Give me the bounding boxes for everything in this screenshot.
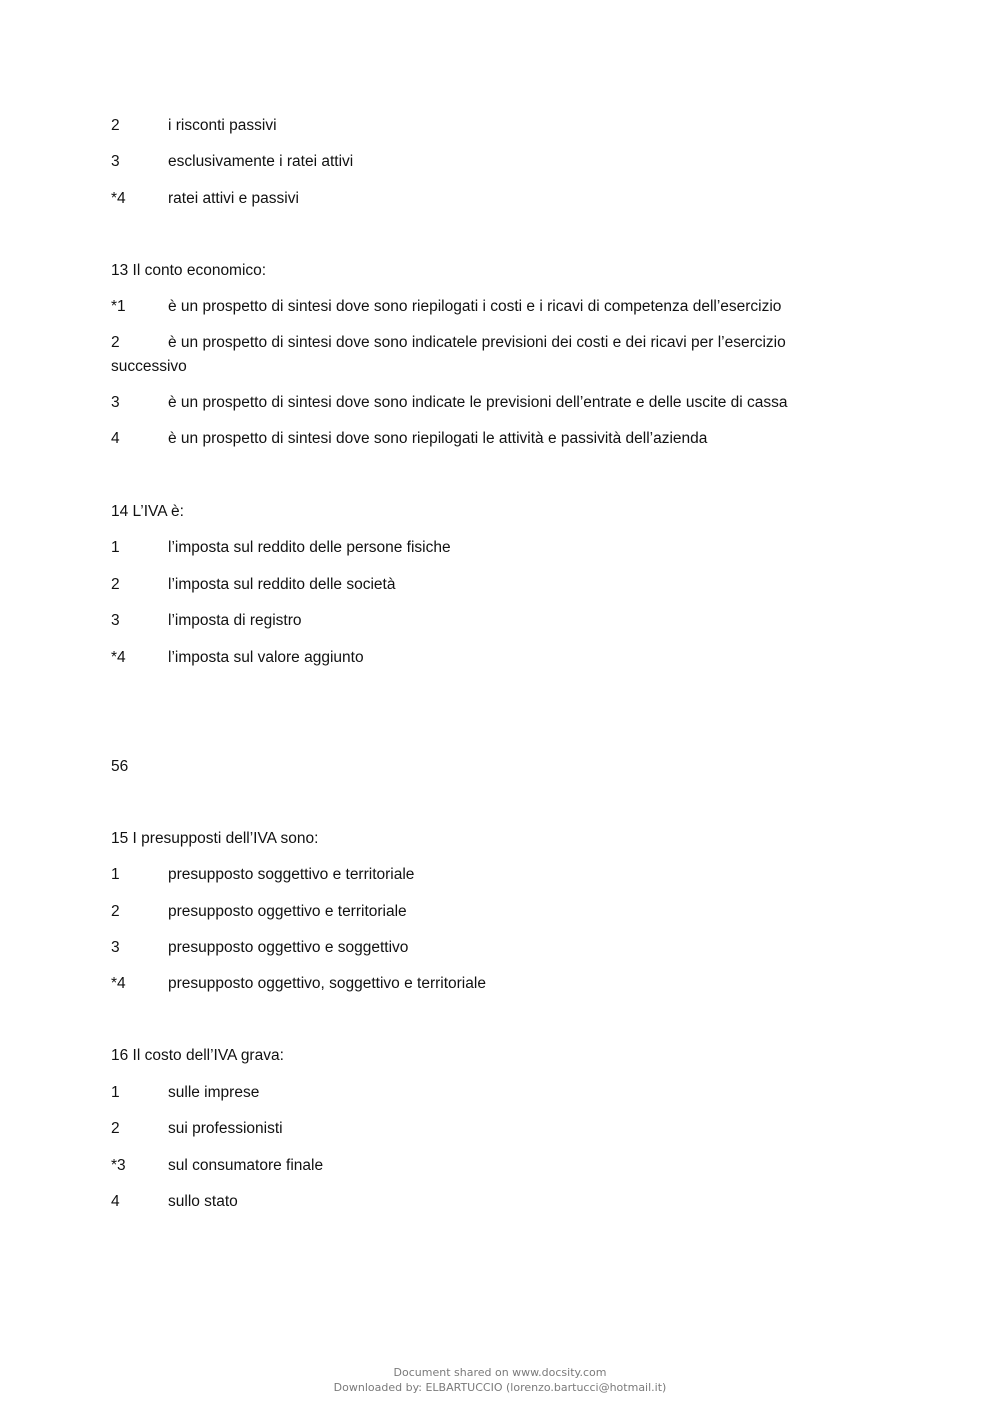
option-number: *4 bbox=[111, 649, 126, 666]
option-text: ratei attivi e passivi bbox=[168, 190, 299, 207]
answer-option-correct bbox=[111, 187, 299, 211]
answer-option bbox=[111, 1190, 238, 1214]
answer-option bbox=[111, 936, 408, 960]
option-number: 4 bbox=[111, 430, 120, 447]
answer-option bbox=[111, 863, 414, 887]
option-number: 1 bbox=[111, 866, 120, 883]
option-text: l’imposta sul reddito delle società bbox=[168, 576, 396, 593]
answer-option-correct bbox=[111, 295, 781, 319]
option-number: 3 bbox=[111, 394, 120, 411]
option-number: 1 bbox=[111, 539, 120, 556]
answer-option-correct bbox=[111, 646, 364, 670]
option-number: *1 bbox=[111, 298, 126, 315]
answer-option bbox=[111, 1081, 259, 1105]
option-number: 2 bbox=[111, 903, 120, 920]
option-text: sulle imprese bbox=[168, 1084, 260, 1101]
option-text: sullo stato bbox=[168, 1193, 238, 1210]
option-text: presupposto soggettivo e territoriale bbox=[168, 866, 415, 883]
answer-option bbox=[111, 900, 407, 924]
option-number: *3 bbox=[111, 1157, 126, 1174]
answer-option bbox=[111, 150, 353, 174]
option-text: presupposto oggettivo, soggettivo e territoriale bbox=[168, 975, 486, 992]
question-title: 16 Il costo dell’IVA grava: bbox=[111, 1047, 284, 1064]
question-title: 15 I presupposti dell’IVA sono: bbox=[111, 830, 319, 847]
option-text: sul consumatore finale bbox=[168, 1157, 324, 1174]
answer-option-correct bbox=[111, 972, 486, 996]
answer-option bbox=[111, 1117, 283, 1141]
option-number: 2 bbox=[111, 117, 120, 134]
option-number: 2 bbox=[111, 576, 120, 593]
answer-option bbox=[111, 427, 707, 451]
answer-option-correct bbox=[111, 1154, 323, 1178]
option-number: *4 bbox=[111, 190, 126, 207]
question-title: 14 L’IVA è: bbox=[111, 503, 184, 520]
option-number: 4 bbox=[111, 1193, 120, 1210]
answer-option bbox=[111, 609, 302, 633]
option-text: l’imposta di registro bbox=[168, 612, 302, 629]
footer-download-notice: Downloaded by: ELBARTUCCIO (lorenzo.bartucci@hotmail.it) bbox=[333, 1381, 667, 1394]
option-text: è un prospetto di sintesi dove sono indicatele previsioni dei costi e dei ricavi per l’esercizio bbox=[168, 334, 786, 351]
answer-option bbox=[111, 114, 277, 138]
question-title: 13 Il conto economico: bbox=[111, 262, 267, 279]
option-number: 2 bbox=[111, 1120, 120, 1137]
option-number: 3 bbox=[111, 939, 120, 956]
option-number: 2 bbox=[111, 334, 120, 351]
option-text: è un prospetto di sintesi dove sono riepilogati le attività e passività dell’azienda bbox=[168, 430, 708, 447]
option-number: *4 bbox=[111, 975, 126, 992]
option-text: l’imposta sul reddito delle persone fisiche bbox=[168, 539, 451, 556]
answer-option bbox=[111, 536, 451, 560]
answer-option bbox=[111, 573, 395, 597]
option-text: esclusivamente i ratei attivi bbox=[168, 153, 354, 170]
option-number: 3 bbox=[111, 153, 120, 170]
footer-shared-notice: Document shared on www.docsity.com bbox=[393, 1366, 607, 1379]
option-text: è un prospetto di sintesi dove sono riepilogati i costi e i ricavi di competenza dell’esercizio bbox=[168, 298, 782, 315]
option-text: presupposto oggettivo e territoriale bbox=[168, 903, 407, 920]
option-text-continuation: successivo bbox=[111, 358, 187, 375]
option-number: 3 bbox=[111, 612, 120, 629]
answer-option bbox=[111, 391, 788, 415]
option-number: 1 bbox=[111, 1084, 120, 1101]
option-text: l’imposta sul valore aggiunto bbox=[168, 649, 364, 666]
option-text: i risconti passivi bbox=[168, 117, 277, 134]
option-text: è un prospetto di sintesi dove sono indicate le previsioni dell’entrate e delle uscite di cassa bbox=[168, 394, 788, 411]
page-number: 56 bbox=[111, 758, 129, 775]
answer-option bbox=[111, 331, 786, 355]
option-text: presupposto oggettivo e soggettivo bbox=[168, 939, 409, 956]
option-text: sui professionisti bbox=[168, 1120, 283, 1137]
